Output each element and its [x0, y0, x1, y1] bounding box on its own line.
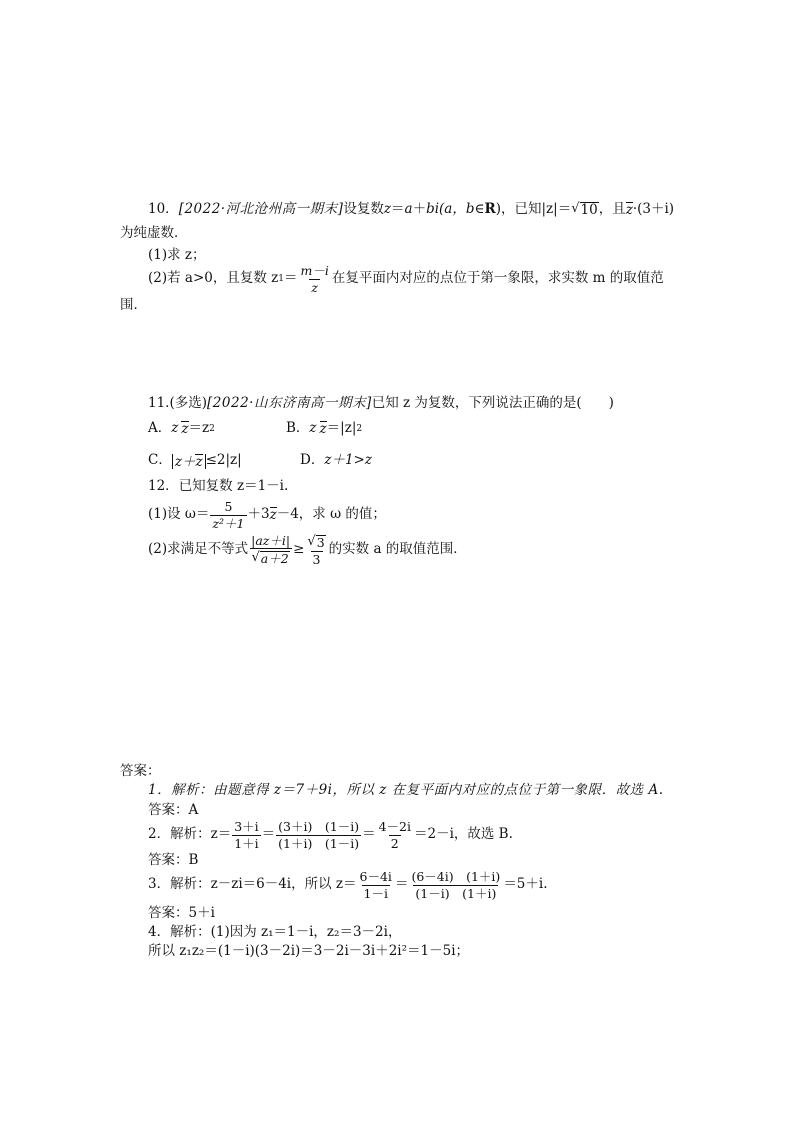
answer-2-frac3-den: 2	[390, 835, 399, 851]
q10-zbar: z	[625, 202, 633, 219]
q11-stem-text: 已知 z 为复数，下列说法正确的是( )	[371, 395, 614, 412]
q12-part2-fraction-left	[249, 534, 292, 566]
q10-stem-a: 设复数	[343, 201, 384, 218]
answer-1-text: 1．解析：由题意得 z＝7＋9i，所以 z 在复平面内对应的点位于第一象限．故选 A.	[148, 782, 664, 799]
answer-2-frac2-num: (3＋i) (1－i)	[278, 819, 360, 835]
answer-2	[148, 816, 513, 854]
q11-option-c	[148, 449, 242, 473]
q10-line1	[148, 198, 674, 222]
q10-line2-text: 为纯虚数．	[120, 225, 188, 242]
answer-2-frac2	[276, 820, 361, 849]
q10-part1-text: (1)求 z；	[148, 247, 206, 264]
answer-2-eq2: ＝	[362, 826, 376, 843]
q10-part2-line2	[120, 294, 147, 318]
q12-part1-zbar: z	[269, 507, 277, 524]
answer-4-line1-text: 4．解析：(1)因为 z₁＝1－i，z₂＝3－2i，	[148, 924, 402, 941]
q11-option-a-label: A．	[148, 420, 172, 437]
q10-line2	[120, 222, 188, 246]
q12-part2-fraction-right	[305, 534, 327, 566]
answer-3-b: ＝5＋i.	[503, 876, 548, 893]
q11-option-d-text: z＋1>z	[324, 452, 372, 469]
answer-2-frac3	[377, 820, 413, 849]
q11-stem	[148, 392, 614, 416]
q11-option-b-rest: ＝|z|	[326, 420, 357, 437]
q11-option-c-abs	[172, 454, 206, 469]
q12-part2-b: ≥	[293, 541, 305, 558]
answer-3-frac1-den: 1－i	[363, 885, 388, 901]
q10-part2-fraction	[299, 264, 331, 293]
q10-sqrt: √ 10	[571, 201, 598, 219]
q12-number: 12．	[148, 478, 179, 495]
answer-3-frac1-num: 6－4i	[359, 869, 392, 885]
q12-part2-rden: 3	[312, 551, 321, 567]
q10-stem-R: R	[484, 201, 496, 218]
q11-option-b-z: z	[309, 420, 317, 437]
q12-part1-num: 5	[224, 499, 233, 515]
answer-3-frac2	[409, 870, 502, 899]
answer-2-frac3-num: 4－2i	[378, 819, 411, 835]
answer-1-result-text: 答案：A	[148, 802, 199, 819]
answer-2-frac2-den: (1＋i) (1－i)	[278, 835, 360, 851]
q11-option-c-label: C．	[148, 452, 172, 469]
answer-1	[148, 779, 664, 803]
q10-part2-num: m－i	[300, 263, 329, 279]
q10-stem-i: ·(3＋i)	[632, 201, 675, 218]
q10-part2-c: 在复平面内对应的点位于第一象限，求实数 m 的取值范	[331, 270, 664, 287]
q10-sqrt-arg: 10	[580, 202, 598, 219]
q12-part2	[148, 530, 467, 570]
answer-3-eq: ＝	[394, 876, 409, 893]
q10-part2-den: z	[311, 279, 318, 295]
answer-2-frac1-den: 1＋i	[234, 835, 259, 851]
q11-option-d	[300, 449, 372, 473]
q11-tag: (多选)	[169, 395, 208, 412]
answer-2-result-text: 答案：B	[148, 852, 199, 869]
q12-part1-den: z²＋1	[212, 515, 245, 531]
q11-option-c-rest: ≤2|z|	[205, 452, 242, 469]
answer-4-line2-text: 所以 z₁z₂＝(1－i)(3－2i)＝3－2i－3i＋2i²＝1－5i；	[148, 943, 470, 960]
answer-2-frac1	[232, 820, 260, 849]
q12-part1-a: (1)设 ω＝	[148, 506, 210, 523]
q10-stem-b: z	[383, 201, 391, 218]
q11-option-b-label: B．	[286, 420, 310, 437]
answer-2-a: 2．解析：z＝	[148, 826, 232, 843]
answer-2-frac1-num: 3＋i	[234, 819, 259, 835]
q11-option-a-zbar: z	[181, 421, 189, 438]
q12-part2-den: √ a＋2	[250, 548, 292, 566]
q10-stem-c: ＝	[391, 201, 405, 218]
q11-source: [2022·山东济南高一期末]	[207, 395, 372, 412]
q12-part2-den-sqrt: a＋2	[260, 551, 289, 567]
q12-part2-a: (2)求满足不等式	[148, 541, 249, 558]
q10-stem-d: a	[404, 201, 413, 218]
answer-3	[148, 866, 548, 904]
q10-stem-h: ，且	[598, 201, 626, 218]
q11-option-a-rest: ＝z	[188, 420, 210, 437]
answer-3-result-text: 答案：5＋i	[148, 905, 215, 922]
q11-option-c-a: z＋	[174, 453, 196, 470]
q11-option-c-zbar: z	[195, 453, 203, 470]
q11-number: 11.	[148, 395, 170, 412]
q10-part2-a: (2)若 a>0，且复数 z	[148, 270, 279, 287]
q10-part2-line2-text: 围．	[120, 297, 147, 314]
answer-3-a: 3．解析：z－zi＝6－4i，所以 z＝	[148, 876, 357, 893]
q10-part2-b: ＝	[284, 270, 298, 287]
answers-heading-text: 答案：	[120, 763, 161, 780]
q11-option-b-zbar: z	[319, 421, 327, 438]
q12-part1	[148, 497, 386, 533]
q10-stem-f: bi(a，b∈	[426, 201, 485, 218]
q12-part2-rnum-sqrt: 3	[316, 535, 325, 551]
answer-4-line2	[148, 940, 469, 964]
q12-part2-rnum: √ 3	[307, 534, 325, 551]
q10-number: 10．	[148, 201, 179, 218]
q11-option-d-label: D．	[300, 452, 325, 469]
answer-3-frac2-den: (1－i) (1＋i)	[415, 885, 497, 901]
answer-2-eq1: ＝	[261, 826, 276, 843]
q10-source: [2022·河北沧州高一期末]	[178, 201, 344, 218]
answer-3-frac2-num: (6－4i) (1＋i)	[411, 869, 501, 885]
q12-part2-c: 的实数 a 的取值范围．	[328, 541, 467, 558]
q11-option-a-z: z	[171, 420, 179, 437]
answer-3-frac1	[358, 870, 394, 899]
q10-stem-e: ＋	[412, 201, 427, 218]
q12-part1-fraction	[210, 500, 246, 529]
q12-stem	[148, 475, 288, 499]
answer-2-b: ＝2－i，故选 B.	[413, 826, 513, 843]
q11-option-b: B． z z ＝|z| 2	[286, 420, 363, 438]
q10-stem-g: )，已知|z|＝	[495, 201, 572, 218]
q12-part1-b: ＋3	[247, 506, 270, 523]
q12-part2-num: |az＋i|	[251, 533, 291, 549]
q12-part1-c: －4，求 ω 的值；	[276, 506, 386, 523]
q10-part2: (2)若 a>0，且复数 z 1 ＝ $\frac{m-i}{z}$ 在复平面内对应的点位于第一象限，求实数 m 的取值范	[148, 263, 664, 295]
q12-stem-text: 已知复数 z＝1－i.	[178, 478, 289, 495]
q11-option-a: A． z z ＝z 2	[148, 420, 215, 438]
